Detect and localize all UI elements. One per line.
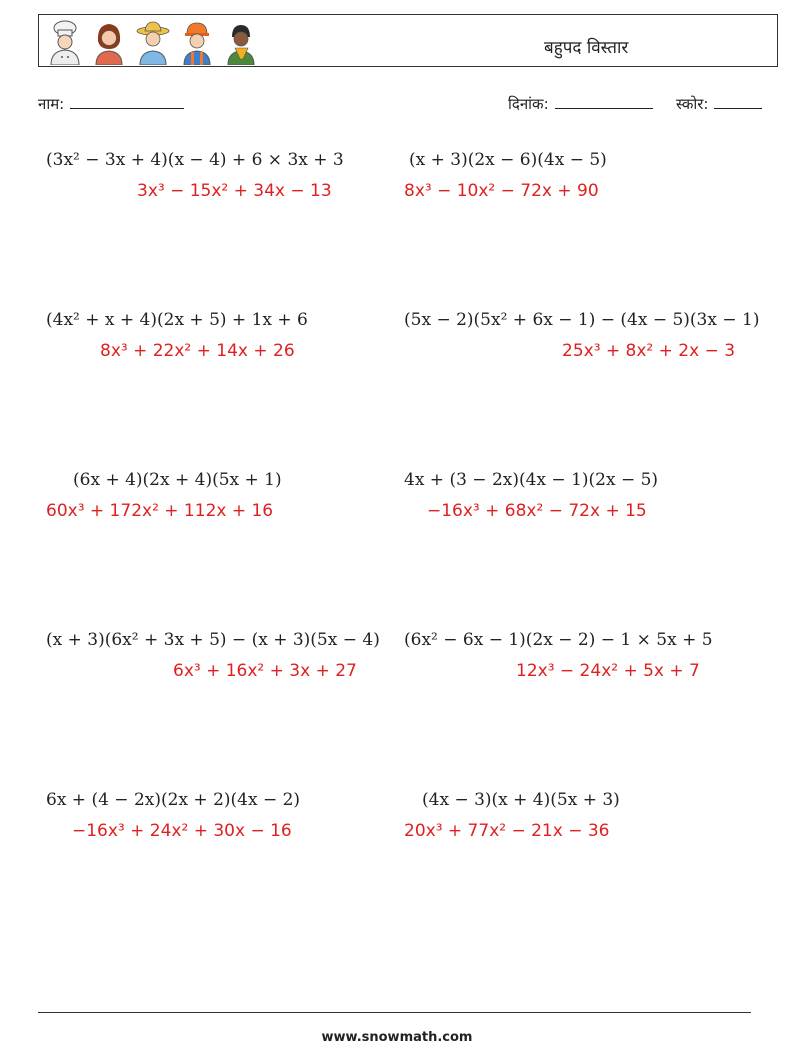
page-title: बहुपद विस्तार — [544, 38, 629, 58]
name-field — [38, 94, 184, 114]
problem-2-answer: 8x³ − 10x² − 72x + 90 — [404, 181, 599, 201]
farmer-avatar-icon — [135, 19, 171, 65]
score-label: स्कोर: — [676, 95, 709, 113]
footer-url[interactable]: www.snowmath.com — [321, 1030, 473, 1045]
avatar-row — [47, 19, 259, 65]
problem-1-question: (3x² − 3x + 4)(x − 4) + 6 × 3x + 3 — [46, 150, 344, 170]
problem-5-question: (6x + 4)(2x + 4)(5x + 1) — [73, 470, 282, 490]
problem-3-question: (4x² + x + 4)(2x + 5) + 1x + 6 — [46, 310, 308, 330]
score-blank-line[interactable] — [714, 94, 762, 109]
man-scarf-avatar-icon — [223, 19, 259, 65]
problem-3-answer: 8x³ + 22x² + 14x + 26 — [100, 341, 295, 361]
problem-6-answer: −16x³ + 68x² − 72x + 15 — [427, 501, 647, 521]
problem-7-question: (x + 3)(6x² + 3x + 5) − (x + 3)(5x − 4) — [46, 630, 380, 650]
problem-4-answer: 25x³ + 8x² + 2x − 3 — [562, 341, 736, 361]
name-label: नाम: — [38, 95, 65, 113]
score-field — [676, 94, 762, 114]
date-blank-line[interactable] — [555, 94, 653, 109]
name-blank-line[interactable] — [70, 94, 184, 109]
date-label: दिनांक: — [508, 95, 549, 113]
date-field — [508, 94, 653, 114]
problem-4-question: (5x − 2)(5x² + 6x − 1) − (4x − 5)(3x − 1) — [404, 310, 760, 330]
problem-10-question: (4x − 3)(x + 4)(5x + 3) — [422, 790, 620, 810]
problem-10-answer: 20x³ + 77x² − 21x − 36 — [404, 821, 610, 841]
problem-8-answer: 12x³ − 24x² + 5x + 7 — [516, 661, 700, 681]
problem-6-question: 4x + (3 − 2x)(4x − 1)(2x − 5) — [404, 470, 659, 490]
worker-avatar-icon — [179, 19, 215, 65]
header-box — [38, 14, 778, 67]
problem-7-answer: 6x³ + 16x² + 3x + 27 — [173, 661, 357, 681]
problem-8-question: (6x² − 6x − 1)(2x − 2) − 1 × 5x + 5 — [404, 630, 713, 650]
woman-avatar-icon — [91, 19, 127, 65]
footer-divider — [38, 1012, 751, 1013]
chef-avatar-icon — [47, 19, 83, 65]
problem-9-question: 6x + (4 − 2x)(2x + 2)(4x − 2) — [46, 790, 301, 810]
problem-2-question: (x + 3)(2x − 6)(4x − 5) — [409, 150, 607, 170]
problem-1-answer: 3x³ − 15x² + 34x − 13 — [137, 181, 332, 201]
problem-9-answer: −16x³ + 24x² + 30x − 16 — [72, 821, 292, 841]
problem-5-answer: 60x³ + 172x² + 112x + 16 — [46, 501, 274, 521]
